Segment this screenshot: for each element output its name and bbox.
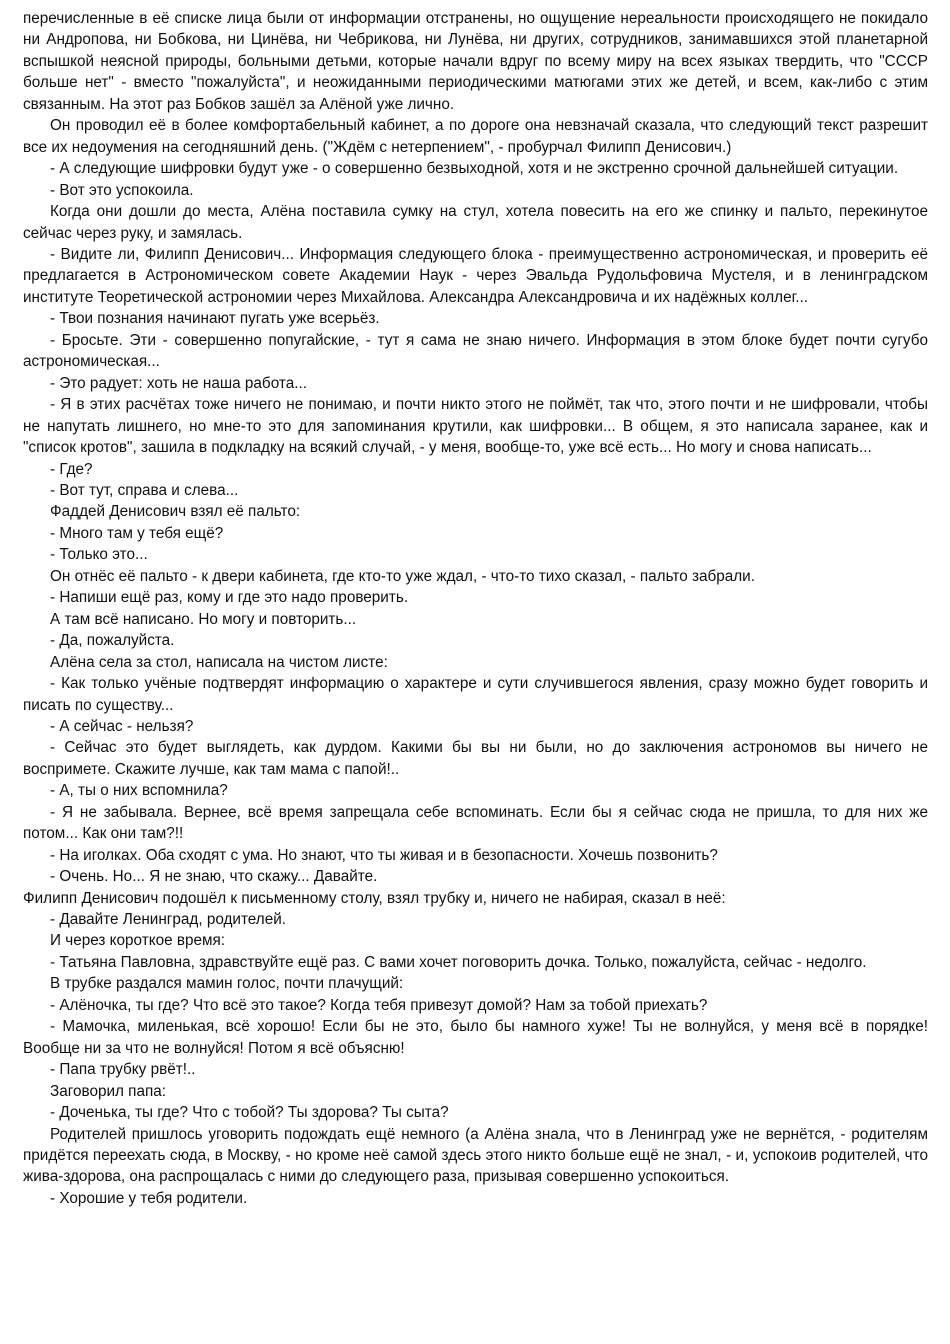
text-paragraph: Фаддей Денисович взял её пальто: [50,503,301,521]
text-paragraph: Он отнёс её пальто - к двери кабинета, где кто-то уже ждал, - что-то тихо сказал, - пальто забрали. [50,567,755,585]
text-paragraph: - Да, пожалуйста. [50,632,175,650]
text-paragraph: - Видите ли, Филипп Денисович... Информация следующего блока - преимущественно астрономическая, и проверить её предлагается в Астрономическом совете Академии Наук - через Эвальда Рудольфовича Мустеля, и в ленинградском институте Теоретической астрономии через Михайлова. Александра Александровича и их надёжных коллег... [23,245,928,306]
text-paragraph: - Вот тут, справа и слева... [50,481,239,499]
text-paragraph: - Папа трубку рвёт!.. [50,1061,196,1079]
text-paragraph: - На иголках. Оба сходят с ума. Но знают, что ты живая и в безопасности. Хочешь позвонить? [50,846,718,864]
text-paragraph: - Очень. Но... Я не знаю, что скажу... Давайте. [50,868,378,886]
text-paragraph: - А сейчас - нельзя? [50,717,194,735]
text-paragraph: - Мамочка, миленькая, всё хорошо! Если бы не это, было бы намного хуже! Ты не волнуйся, у меня всё в порядке! Вообще ни за что не волнуйся! Потом я всё объясню! [23,1018,928,1057]
text-paragraph: - А, ты о них вспомнила? [50,782,228,800]
text-paragraph: - Как только учёные подтвердят информацию о характере и сути случившегося явления, сразу можно будет говорить и писать по существу... [23,675,928,714]
text-paragraph: Заговорил папа: [50,1082,167,1100]
text-paragraph: - А следующие шифровки будут уже - о совершенно безвыходной, хотя и не экстренно срочной дальнейшей ситуации. [50,160,899,178]
text-paragraph: - Хорошие у тебя родители. [50,1189,248,1207]
text-paragraph: Когда они дошли до места, Алёна поставила сумку на стул, хотела повесить на его же спинку и пальто, перекинутое сейчас через руку, и замялась. [23,203,928,242]
text-paragraph: В трубке раздался мамин голос, почти плачущий: [50,975,404,993]
text-paragraph: Он проводил её в более комфортабельный кабинет, а по дороге она невзначай сказала, что следующий текст разрешит все их недоумения на сегодняшний день. ("Ждём с нетерпением", - пробурчал Филипп Денисович.) [23,117,928,156]
text-paragraph: - Алёночка, ты где? Что всё это такое? Когда тебя привезут домой? Нам за тобой приехать? [50,996,708,1014]
text-paragraph: - Только это... [50,546,148,564]
text-paragraph: - Вот это успокоила. [50,181,194,199]
text-paragraph: - Доченька, ты где? Что с тобой? Ты здорова? Ты сыта? [50,1104,449,1122]
text-paragraph: Родителей пришлось уговорить подождать ещё немного (а Алёна знала, что в Ленинград уже не вернётся, - родителям придётся переехать сюда, в Москву, - но кроме неё самой здесь этого никто больше ещё не знал, - и, успокоив родителей, что жива-здорова, она распрощалась с ними до следующего раза, призывая совершенно успокоиться. [23,1125,928,1186]
text-paragraph: перечисленные в её списке лица были от информации отстранены, но ощущение нереальности происходящего не покидало ни Андропова, ни Бобкова, ни Цинёва, ни Чебрикова, ни Лунёва, ни других, сотрудников, занимавшихся этой планетарной вспышкой неясной природы, больными детьми, которые начали вдруг по всему миру на всех языках твердить, что "СССР больше нет" - вместо "пожалуйста", и неожиданными периодическими матюгами этих же детей, и всем, как-либо с этим связанным. На этот раз Бобков зашёл за Алёной уже лично. [23,10,928,113]
text-paragraph: - Татьяна Павловна, здравствуйте ещё раз. С вами хочет поговорить дочка. Только, пожалуйста, сейчас - недолго. [50,953,867,971]
text-paragraph: И через короткое время: [50,932,226,950]
text-paragraph: Алёна села за стол, написала на чистом листе: [50,653,388,671]
text-paragraph: - Напиши ещё раз, кому и где это надо проверить. [50,589,409,607]
text-paragraph: - Бросьте. Эти - совершенно попугайские, - тут я сама не знаю ничего. Информация в этом блоке будет почти сугубо астрономическая... [23,331,928,371]
text-paragraph: - Это радует: хоть не наша работа... [50,374,307,392]
text-paragraph: - Сейчас это будет выглядеть, как дурдом. Какими бы вы ни были, но до заключения астрономов вы ничего не воспримете. Скажите лучше, как там мама с папой!.. [23,739,928,778]
text-paragraph: - Много там у тебя ещё? [50,524,224,542]
text-paragraph: А там всё написано. Но могу и повторить... [50,610,357,628]
text-paragraph: - Где? [50,460,93,478]
text-paragraph: - Я в этих расчётах тоже ничего не понимаю, и почти никто этого не поймёт, так что, этого почти и не шифровали, чтобы не напутать лишнего, но мне-то это для запоминания крутили, как шифровки... В общем, я это написала заранее, как и "список кротов", зашила в подкладку на всякий случай, - у меня, вообще-то, уже всё есть... Но могу и снова написать... [23,396,928,457]
text-paragraph: - Я не забывала. Вернее, всё время запрещала себе вспоминать. Если бы я сейчас сюда не пришла, то для них же потом... Как они там?!! [23,803,928,843]
text-paragraph: - Твои познания начинают пугать уже всерьёз. [50,310,380,328]
text-paragraph: Филипп Денисович подошёл к письменному столу, взял трубку и, ничего не набирая, сказал в неё: [23,889,726,907]
text-paragraph: - Давайте Ленинград, родителей. [50,911,287,929]
